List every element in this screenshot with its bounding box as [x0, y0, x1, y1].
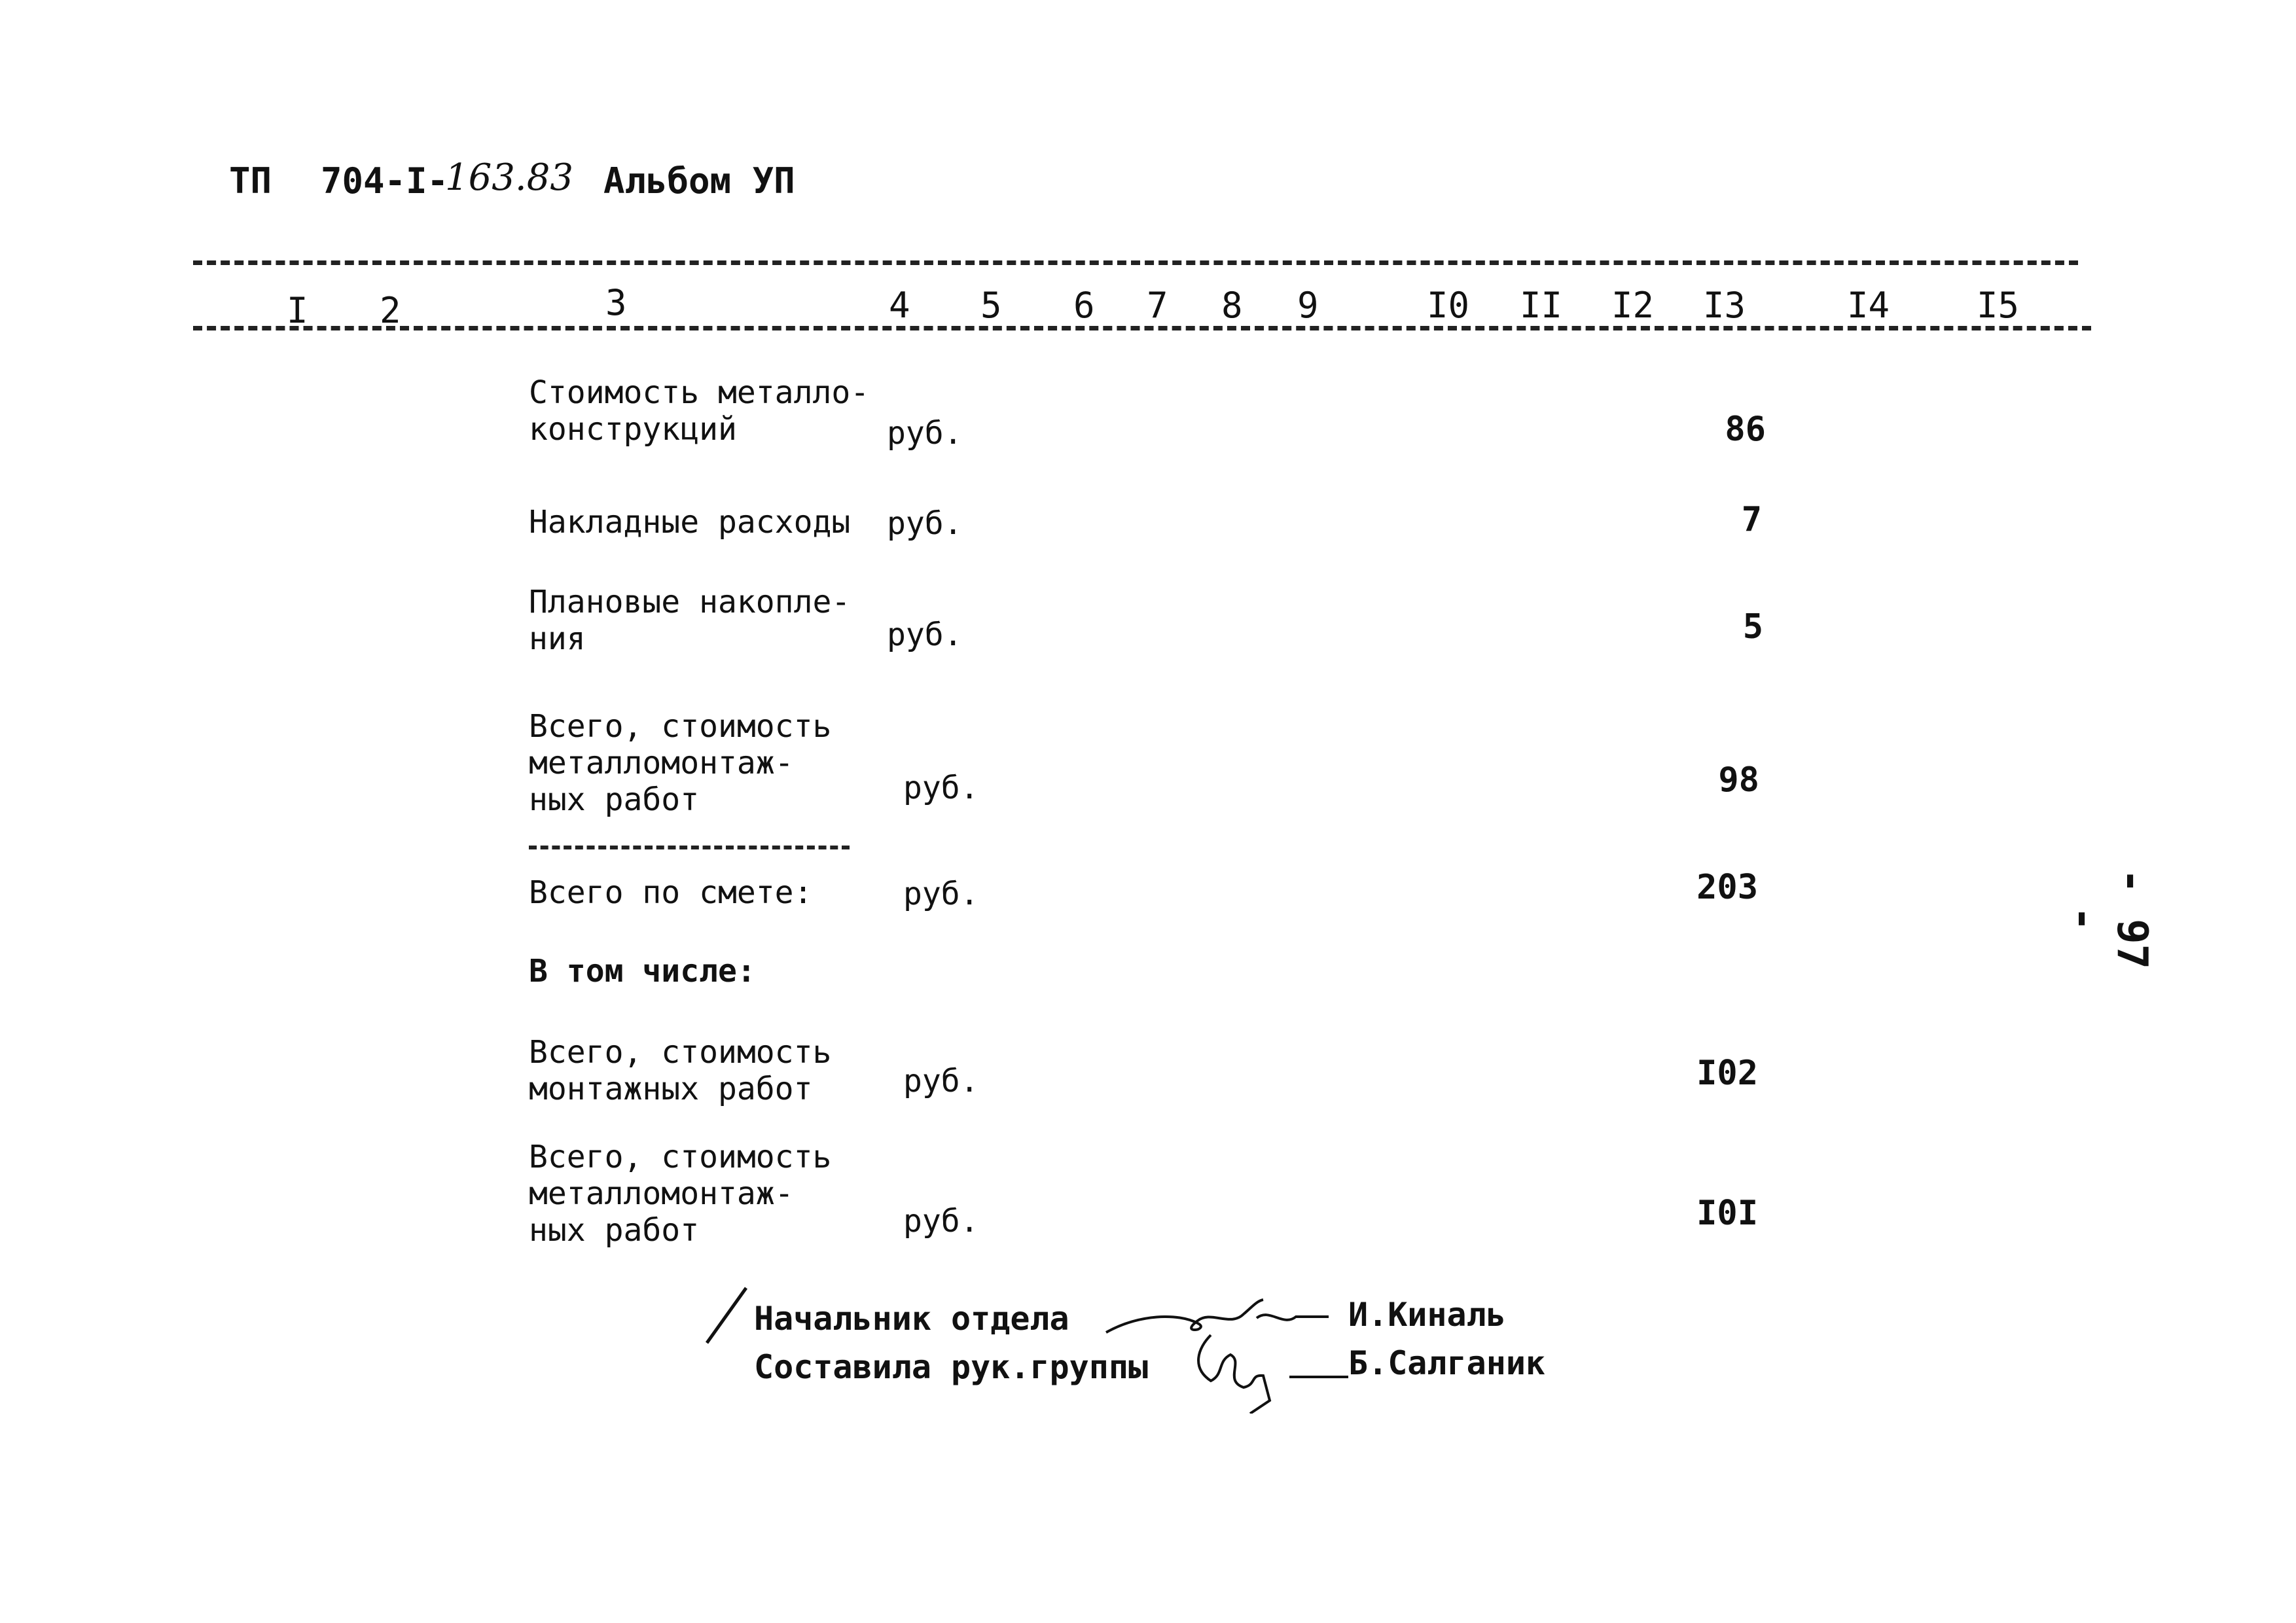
page-number: - 97 - — [2059, 868, 2156, 970]
column-number: I3 — [1703, 285, 1746, 326]
column-number: I0 — [1427, 285, 1470, 326]
row-value: I0I — [1696, 1194, 1758, 1233]
doc-series: ТП — [229, 160, 272, 202]
column-number: 6 — [1073, 285, 1095, 326]
row-label: Всего по смете: — [529, 874, 813, 911]
row-label: В том числе: — [529, 953, 756, 990]
handwritten-signature-2 — [1172, 1322, 1355, 1414]
column-number: II — [1520, 285, 1563, 326]
doc-code-handwritten: 163.83 — [445, 156, 573, 199]
row-value: 86 — [1725, 410, 1766, 449]
column-number: 7 — [1147, 285, 1168, 326]
row-value: 5 — [1742, 607, 1763, 647]
column-number: 8 — [1221, 285, 1243, 326]
row-unit: руб. — [903, 770, 979, 806]
row-value: I02 — [1696, 1054, 1758, 1093]
signature-name: Б.Салганик — [1348, 1344, 1546, 1382]
row-value: 203 — [1696, 868, 1758, 907]
doc-code-prefix: 704-I- — [321, 160, 449, 202]
signature-role: Начальник отдела — [754, 1300, 1069, 1338]
row-unit: руб. — [887, 415, 963, 452]
album-label: Альбом УП — [603, 160, 795, 202]
slash-mark — [700, 1283, 753, 1348]
column-number: I — [287, 290, 308, 331]
header-bottom-dashed-rule — [193, 326, 2091, 330]
column-number: I4 — [1847, 285, 1890, 326]
row-value: 98 — [1718, 760, 1759, 800]
row-unit: руб. — [903, 1063, 979, 1099]
row-label: Всего, стоимость монтажных работ — [529, 1034, 832, 1107]
row-label: Стоимость металло- конструкций — [529, 374, 870, 448]
row-unit: руб. — [887, 616, 963, 653]
row-unit: руб. — [887, 505, 963, 542]
column-number: I5 — [1977, 285, 2020, 326]
top-dashed-rule — [193, 260, 2078, 265]
row-label: Накладные расходы — [529, 504, 851, 541]
row-unit: руб. — [903, 1203, 979, 1240]
subtotal-dashed-rule — [529, 846, 850, 849]
signature-name: И.Киналь — [1348, 1296, 1506, 1334]
row-label: Всего, стоимость металломонтаж- ных работ — [529, 708, 832, 818]
column-number: I2 — [1611, 285, 1655, 326]
signature-role: Составила рук.группы — [754, 1348, 1149, 1386]
column-number: 3 — [605, 282, 627, 323]
column-number: 5 — [980, 285, 1002, 326]
column-number: 9 — [1297, 285, 1319, 326]
row-label: Всего, стоимость металломонтаж- ных работ — [529, 1139, 832, 1249]
row-value: 7 — [1741, 500, 1762, 539]
row-unit: руб. — [903, 876, 979, 912]
column-number: 4 — [889, 285, 910, 326]
column-number: 2 — [380, 290, 401, 331]
row-label: Плановые накопле- ния — [529, 584, 851, 657]
